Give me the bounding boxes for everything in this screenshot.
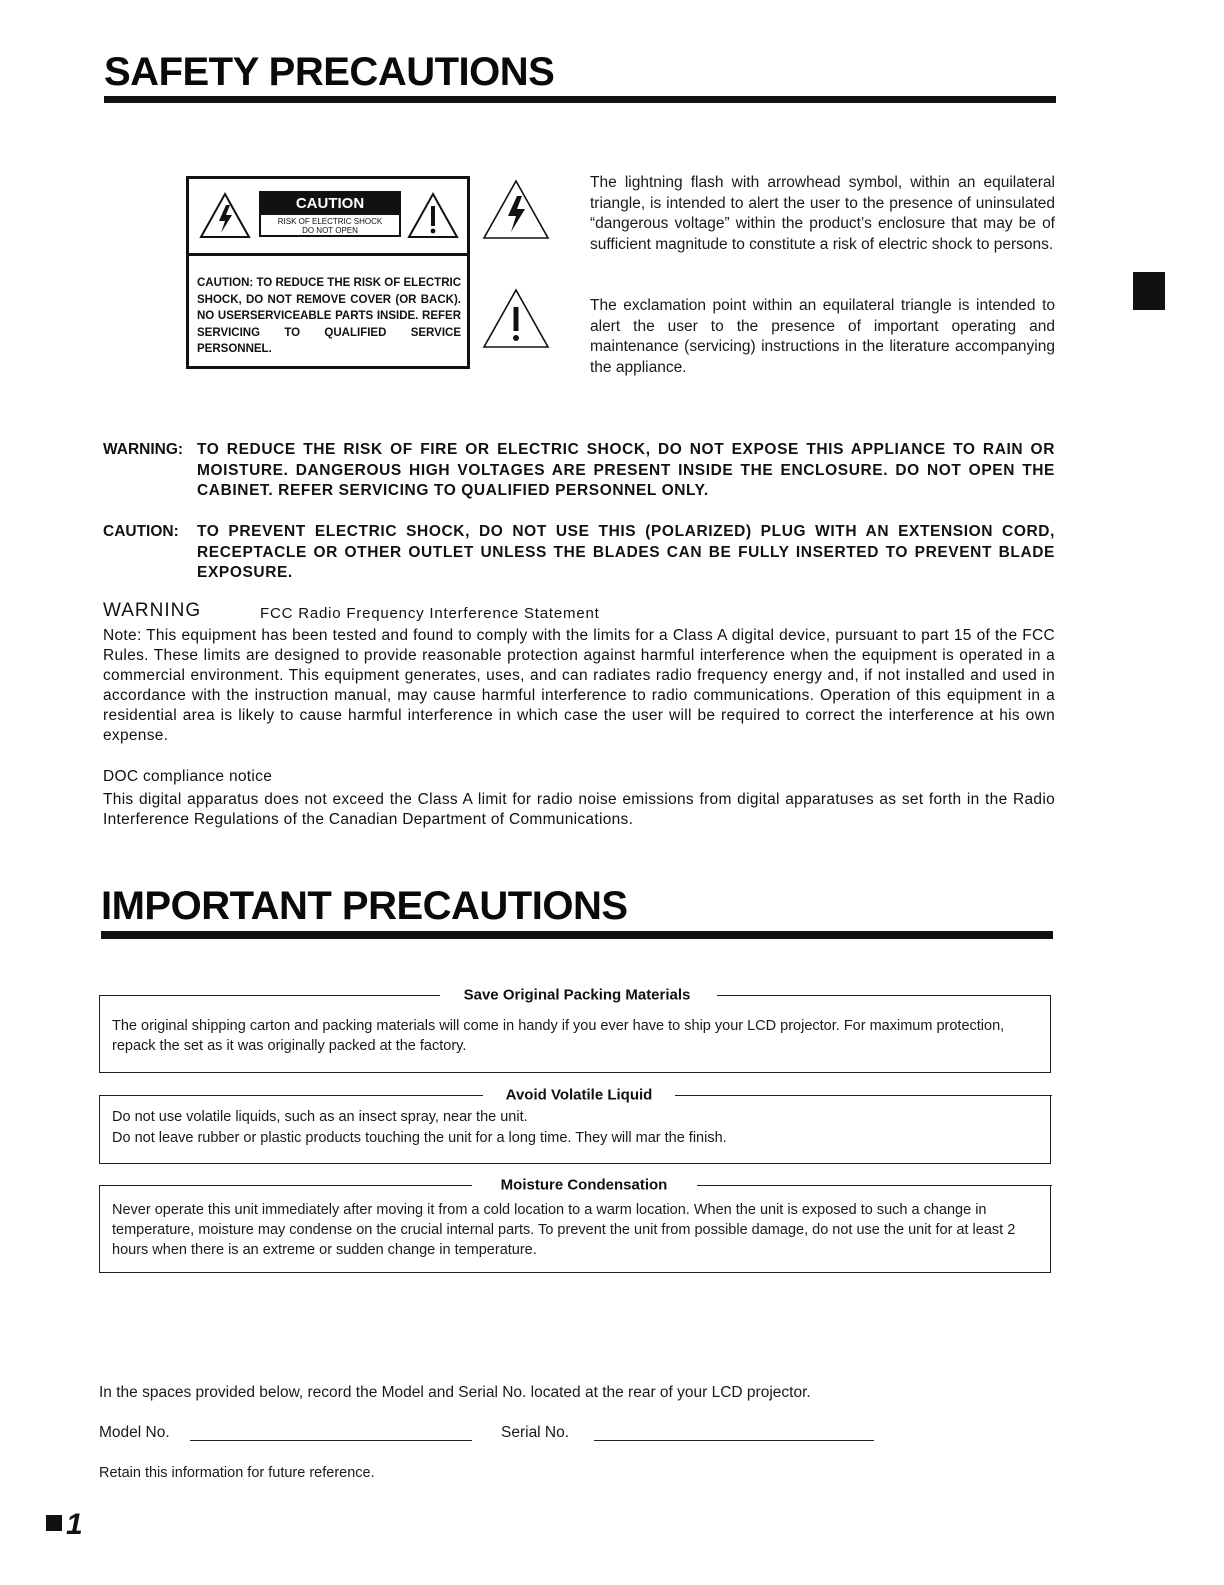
plug-caution-text: TO PREVENT ELECTRIC SHOCK, DO NOT USE THIS (POLARIZED) PLUG WITH AN EXTENSION CORD, RECEPTACLE OR OTHER OUTLET UNLESS THE BLADES CAN BE FULLY INSERTED TO PREVENT BLADE EXPOSURE. <box>197 523 1055 581</box>
exclamation-description: The exclamation point within an equilateral triangle is intended to alert the user to the presence of important operating and maintenance (servicing) instructions in the literature accompanying the appliance. <box>590 297 1055 376</box>
caution-label-box <box>186 176 470 369</box>
precaution-box-liquid <box>99 1086 1051 1164</box>
caution-sticker-line2: DO NOT OPEN <box>302 226 358 235</box>
precaution-text-liquid-2: Do not leave rubber or plastic products touching the unit for a long time. They will mar the finish. <box>112 1130 727 1146</box>
page-number <box>46 1508 83 1542</box>
caution-box-divider <box>189 253 467 256</box>
fcc-statement-heading: FCC Radio Frequency Interference Statement <box>260 605 600 622</box>
precaution-text-packing: The original shipping carton and packing materials will come in handy if you ever have to ship your LCD projector. For maximum protection, repack the set as it was originally packed at the factory. <box>112 1018 1005 1054</box>
model-number-label: Model No. <box>99 1424 170 1441</box>
fire-warning-text: TO REDUCE THE RISK OF FIRE OR ELECTRIC SHOCK, DO NOT EXPOSE THIS APPLIANCE TO RAIN OR MOISTURE. DANGEROUS HIGH VOLTAGES ARE PRESENT INSIDE THE ENCLOSURE. DO NOT OPEN THE CABINET. REFER SERVICING TO QUALIFIED PERSONNEL ONLY. <box>197 441 1055 499</box>
model-number-field[interactable] <box>190 1440 472 1441</box>
precaution-title-packing: Save Original Packing Materials <box>458 987 697 1004</box>
precaution-text-liquid-1: Do not use volatile liquids, such as an insect spray, near the unit. <box>112 1109 528 1125</box>
caution-sticker-line1: RISK OF ELECTRIC SHOCK <box>277 217 383 226</box>
lightning-symbol-icon <box>482 178 550 240</box>
section-tab-marker <box>1133 272 1165 310</box>
box-top-line-right <box>697 1185 1052 1186</box>
box-top-line-left <box>100 1095 483 1096</box>
title-rule-safety <box>104 96 1056 103</box>
box-top-line-right <box>717 995 1050 996</box>
box-top-line-left <box>100 995 440 996</box>
fcc-note: Note: This equipment has been tested and found to comply with the limits for a Class A digital device, pursuant to part 15 of the FCC Rules. These limits are designed to provide reasonable protection against harmful interference when the equipment is operated in a commercial environment. This equipment generates, uses, and can radiates radio frequency energy and, if not installed and used in accordance with the instruction manual, may cause harmful interference to radio communications. Operation of this equipment in a residential area is likely to cause harmful interference in which case the user will be required to correct the interference at his own expense. <box>103 627 1055 744</box>
page-number-value: 1 <box>66 1508 83 1541</box>
lightning-triangle-icon <box>199 191 251 239</box>
caution-box-text: CAUTION: TO REDUCE THE RISK OF ELECTRIC SHOCK, DO NOT REMOVE COVER (OR BACK). NO USERSERVICEABLE PARTS INSIDE. REFER SERVICING TO QUALIFIED SERVICE PERSONNEL. <box>197 277 461 355</box>
exclamation-symbol-icon <box>482 287 550 349</box>
precaution-title-liquid: Avoid Volatile Liquid <box>500 1087 659 1104</box>
serial-number-field[interactable] <box>594 1440 874 1441</box>
precaution-box-packing <box>99 986 1051 1073</box>
doc-heading: DOC compliance notice <box>103 768 273 785</box>
fire-warning-label: WARNING: <box>103 441 184 458</box>
plug-caution-label: CAUTION: <box>103 523 179 540</box>
precaution-title-moisture: Moisture Condensation <box>495 1177 674 1194</box>
caution-sticker-title: CAUTION <box>261 193 399 215</box>
precaution-text-moisture: Never operate this unit immediately after moving it from a cold location to a warm location. When the unit is exposed to such a change in temperature, moisture may condense on the crucial internal parts. To prevent the unit from possible damage, do not use the unit for at least 2 hours when there is an extreme or sudden change in temperature. <box>112 1202 1016 1258</box>
retain-note: Retain this information for future reference. <box>99 1465 375 1481</box>
precaution-box-moisture <box>99 1176 1051 1273</box>
lightning-description: The lightning flash with arrowhead symbol, within an equilateral triangle, is intended to alert the user to the presence of uninsulated “dangerous voltage” within the product’s enclosure that may be of sufficient magnitude to constitute a risk of electric shock to persons. <box>590 174 1055 253</box>
page-title-safety: SAFETY PRECAUTIONS <box>104 50 555 94</box>
box-top-line-left <box>100 1185 472 1186</box>
caution-sticker <box>259 191 401 237</box>
serial-number-label: Serial No. <box>501 1424 570 1441</box>
page-title-important: IMPORTANT PRECAUTIONS <box>101 884 628 928</box>
title-rule-important <box>101 931 1053 939</box>
doc-text: This digital apparatus does not exceed the Class A limit for radio noise emissions from digital apparatuses as set forth in the Radio Interference Regulations of the Canadian Department of Communications. <box>103 791 1055 828</box>
box-top-line-right <box>675 1095 1052 1096</box>
fcc-warning-heading: WARNING <box>103 600 202 621</box>
page-marker-square <box>46 1515 62 1531</box>
record-intro: In the spaces provided below, record the Model and Serial No. located at the rear of your LCD projector. <box>99 1384 811 1401</box>
exclamation-triangle-icon <box>407 191 459 239</box>
